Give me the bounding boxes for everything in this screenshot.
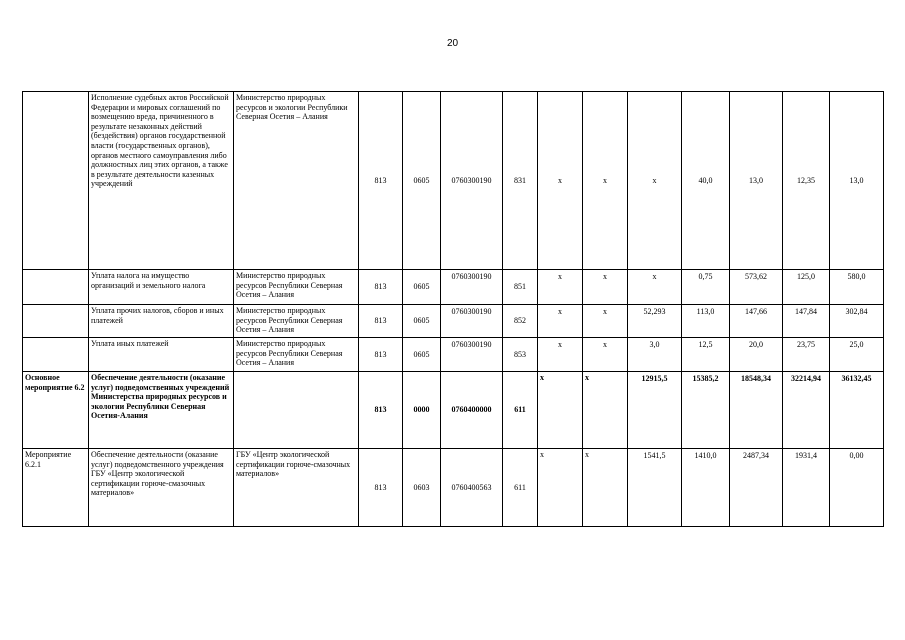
row-code bbox=[23, 305, 89, 338]
value-cell: x bbox=[583, 338, 628, 372]
grbs-cell: 813 bbox=[359, 449, 403, 527]
table-row bbox=[23, 92, 884, 270]
row-executor: Министерство природных ресурсов и экологии Республики Северная Осетия – Алания bbox=[234, 92, 359, 270]
value-cell: x bbox=[538, 270, 583, 305]
vr-cell: 853 bbox=[503, 338, 538, 372]
row-executor: Министерство природных ресурсов Республики Северная Осетия – Алания bbox=[234, 270, 359, 305]
table-row bbox=[23, 372, 884, 449]
row-code bbox=[23, 270, 89, 305]
value-cell: 20,0 bbox=[730, 338, 783, 372]
csr-cell: 0760300190 bbox=[441, 92, 503, 270]
row-executor bbox=[234, 372, 359, 449]
row-name: Обеспечение деятельности (оказание услуг) подведомственного учреждения ГБУ «Центр экологической сертификации горюче-смазочных материалов» bbox=[89, 449, 234, 527]
table-row bbox=[23, 270, 884, 305]
value-cell: x bbox=[538, 449, 583, 527]
value-cell: 13,0 bbox=[730, 92, 783, 270]
csr-cell: 0760300190 bbox=[441, 305, 503, 338]
table-row bbox=[23, 449, 884, 527]
csr-cell: 0760300190 bbox=[441, 270, 503, 305]
value-cell: 1541,5 bbox=[628, 449, 682, 527]
csr-cell: 0760400000 bbox=[441, 372, 503, 449]
vr-cell: 852 bbox=[503, 305, 538, 338]
row-name: Уплата прочих налогов, сборов и иных платежей bbox=[89, 305, 234, 338]
value-cell: x bbox=[538, 305, 583, 338]
row-name: Обеспечение деятельности (оказание услуг) подведомственных учреждений Министерства природных ресурсов и экологии Республики Северная Осетия-Алания bbox=[89, 372, 234, 449]
value-cell: x bbox=[583, 449, 628, 527]
grbs-cell: 813 bbox=[359, 270, 403, 305]
row-code: Основное мероприятие 6.2 bbox=[23, 372, 89, 449]
rzpr-cell: 0605 bbox=[403, 92, 441, 270]
rzpr-cell: 0000 bbox=[403, 372, 441, 449]
value-cell: 113,0 bbox=[682, 305, 730, 338]
rzpr-cell: 0605 bbox=[403, 305, 441, 338]
value-cell: x bbox=[628, 92, 682, 270]
row-code: Мероприятие 6.2.1 bbox=[23, 449, 89, 527]
value-cell: 0,00 bbox=[830, 449, 884, 527]
value-cell: 1410,0 bbox=[682, 449, 730, 527]
value-cell: 3,0 bbox=[628, 338, 682, 372]
value-cell: 12,5 bbox=[682, 338, 730, 372]
value-cell: 302,84 bbox=[830, 305, 884, 338]
row-code bbox=[23, 338, 89, 372]
row-executor: ГБУ «Центр экологической сертификации горюче-смазочных материалов» bbox=[234, 449, 359, 527]
value-cell: 23,75 bbox=[783, 338, 830, 372]
grbs-cell: 813 bbox=[359, 92, 403, 270]
value-cell: x bbox=[538, 338, 583, 372]
row-name: Уплата налога на имущество организаций и земельного налога bbox=[89, 270, 234, 305]
page-number: 20 bbox=[446, 38, 459, 49]
value-cell: x bbox=[583, 305, 628, 338]
value-cell: 15385,2 bbox=[682, 372, 730, 449]
grbs-cell: 813 bbox=[359, 338, 403, 372]
vr-cell: 611 bbox=[503, 449, 538, 527]
value-cell: 36132,45 bbox=[830, 372, 884, 449]
row-name: Исполнение судебных актов Российской Федерации и мировых соглашений по возмещению вреда, причиненного в результате незаконных действий (бездействия) органов государственной власти (государственных органов), органов местного самоуправления либо должностных лиц этих органов, а также в результате деятельности казенных учреждений bbox=[89, 92, 234, 270]
vr-cell: 831 bbox=[503, 92, 538, 270]
value-cell: 580,0 bbox=[830, 270, 884, 305]
row-name: Уплата иных платежей bbox=[89, 338, 234, 372]
value-cell: 147,84 bbox=[783, 305, 830, 338]
rzpr-cell: 0605 bbox=[403, 338, 441, 372]
value-cell: 18548,34 bbox=[730, 372, 783, 449]
row-executor: Министерство природных ресурсов Республики Северная Осетия – Алания bbox=[234, 338, 359, 372]
value-cell: 40,0 bbox=[682, 92, 730, 270]
csr-cell: 0760400563 bbox=[441, 449, 503, 527]
rzpr-cell: 0603 bbox=[403, 449, 441, 527]
value-cell: 147,66 bbox=[730, 305, 783, 338]
value-cell: 2487,34 bbox=[730, 449, 783, 527]
row-executor: Министерство природных ресурсов Республики Северная Осетия – Алания bbox=[234, 305, 359, 338]
table-row bbox=[23, 305, 884, 338]
csr-cell: 0760300190 bbox=[441, 338, 503, 372]
value-cell: x bbox=[538, 92, 583, 270]
value-cell: 0,75 bbox=[682, 270, 730, 305]
row-code bbox=[23, 92, 89, 270]
value-cell: 25,0 bbox=[830, 338, 884, 372]
grbs-cell: 813 bbox=[359, 305, 403, 338]
value-cell: x bbox=[583, 270, 628, 305]
value-cell: x bbox=[628, 270, 682, 305]
value-cell: 125,0 bbox=[783, 270, 830, 305]
value-cell: x bbox=[583, 92, 628, 270]
value-cell: 32214,94 bbox=[783, 372, 830, 449]
vr-cell: 611 bbox=[503, 372, 538, 449]
value-cell: x bbox=[538, 372, 583, 449]
value-cell: 573,62 bbox=[730, 270, 783, 305]
grbs-cell: 813 bbox=[359, 372, 403, 449]
value-cell: 1931,4 bbox=[783, 449, 830, 527]
value-cell: 52,293 bbox=[628, 305, 682, 338]
value-cell: 12915,5 bbox=[628, 372, 682, 449]
rzpr-cell: 0605 bbox=[403, 270, 441, 305]
table-row bbox=[23, 338, 884, 372]
value-cell: 12,35 bbox=[783, 92, 830, 270]
vr-cell: 851 bbox=[503, 270, 538, 305]
value-cell: x bbox=[583, 372, 628, 449]
budget-table bbox=[22, 91, 884, 527]
value-cell: 13,0 bbox=[830, 92, 884, 270]
